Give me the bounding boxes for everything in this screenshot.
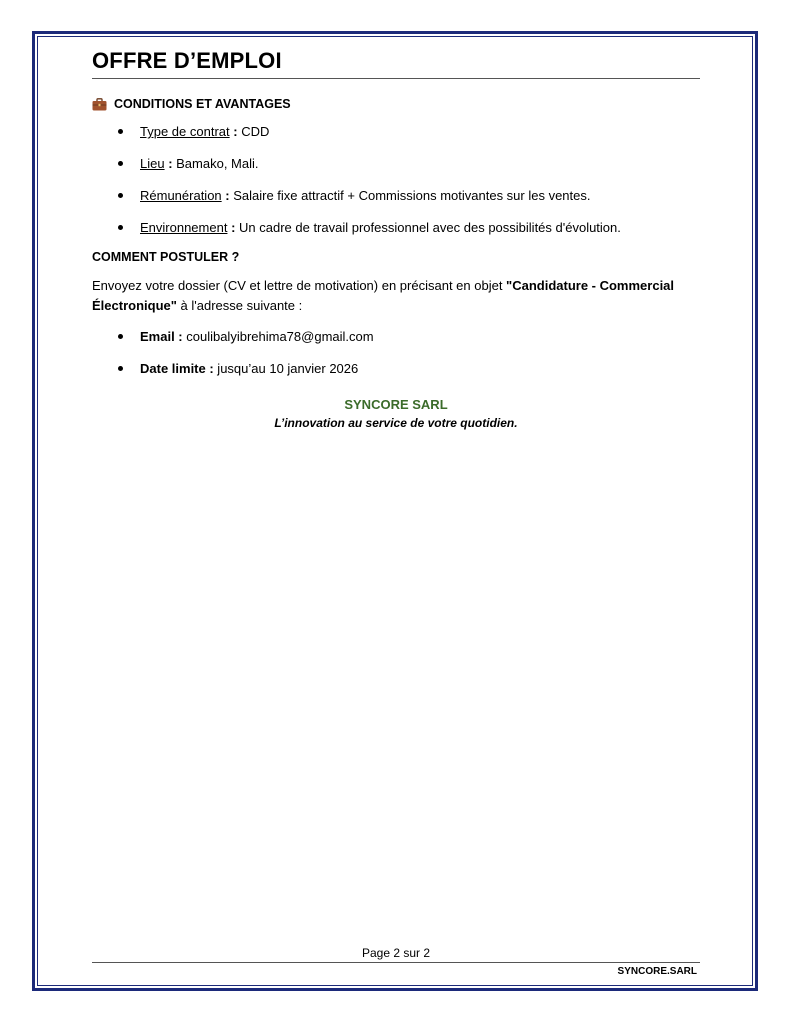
bullet-icon — [118, 161, 123, 166]
list-item — [92, 155, 700, 172]
condition-label: Rémunération — [140, 188, 222, 203]
condition-separator: : — [227, 220, 240, 235]
apply-label: Email : — [140, 329, 183, 344]
bullet-icon — [118, 129, 123, 134]
briefcase-icon — [92, 98, 107, 111]
apply-label: Date limite : — [140, 361, 214, 376]
conditions-list — [92, 123, 700, 236]
condition-value: Un cadre de travail professionnel avec des possibilités d'évolution. — [239, 220, 621, 235]
footer-brand: SYNCORE.SARL — [617, 966, 697, 977]
apply-intro-end: à l'adresse suivante : — [176, 298, 303, 313]
apply-intro-start: Envoyez votre dossier (CV et lettre de motivation) en précisant en objet — [92, 278, 507, 293]
condition-label: Lieu — [140, 156, 165, 171]
condition-label: Environnement — [140, 220, 228, 235]
apply-paragraph — [92, 276, 700, 316]
list-item — [92, 123, 700, 140]
bullet-icon — [118, 366, 123, 371]
apply-heading: COMMENT POSTULER ? — [92, 250, 240, 264]
apply-subject: "Candidature - Commercial Électronique" — [92, 278, 675, 313]
company-tagline: L’innovation au service de votre quotidien. — [274, 416, 518, 430]
conditions-heading — [92, 97, 700, 111]
bullet-icon — [118, 334, 123, 339]
condition-value: Bamako, Mali. — [176, 156, 259, 171]
bullet-icon — [118, 193, 123, 198]
condition-label: Type de contrat — [140, 124, 230, 139]
apply-list — [92, 328, 700, 377]
company-name: SYNCORE SARL — [344, 397, 448, 412]
condition-value: CDD — [241, 124, 270, 139]
email-address[interactable]: coulibalyibrehima78@gmail.com — [182, 329, 374, 344]
condition-value: Salaire fixe attractif + Commissions motivantes sur les ventes. — [233, 188, 591, 203]
page-title: OFFRE D’EMPLOI — [92, 48, 700, 79]
footer-divider — [92, 962, 700, 963]
footer-page-number: Page 2 sur 2 — [361, 946, 431, 960]
list-item — [92, 328, 700, 345]
list-item — [92, 219, 700, 236]
document-body — [92, 48, 700, 430]
deadline-value: jusqu’au 10 janvier 2026 — [213, 361, 359, 376]
list-item — [92, 360, 700, 377]
condition-separator: : — [221, 188, 234, 203]
list-item — [92, 187, 700, 204]
bullet-icon — [118, 225, 123, 230]
condition-separator: : — [229, 124, 242, 139]
condition-separator: : — [164, 156, 177, 171]
conditions-heading-text: CONDITIONS ET AVANTAGES — [114, 97, 291, 111]
